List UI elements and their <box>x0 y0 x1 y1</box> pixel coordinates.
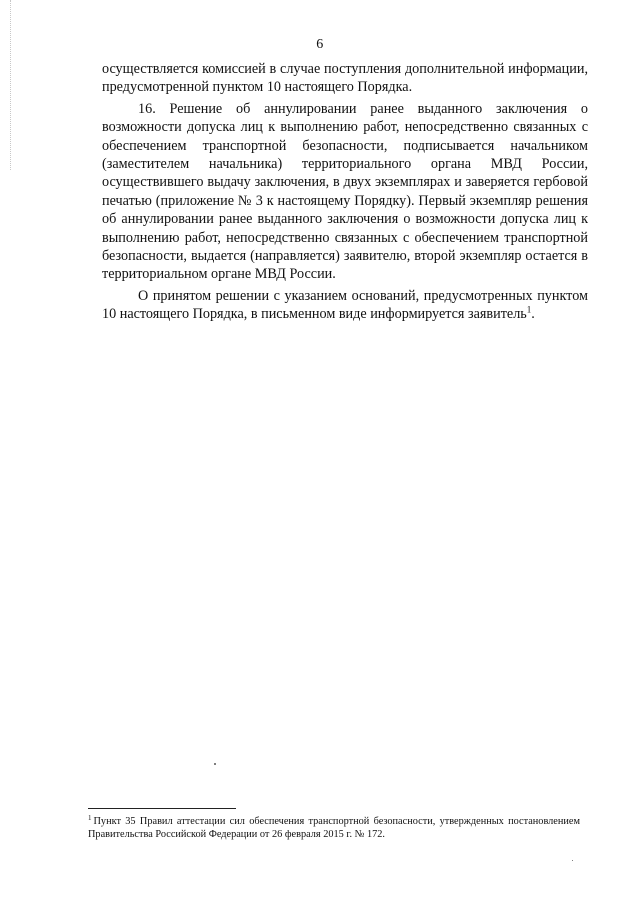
page-number: 6 <box>316 37 324 52</box>
scan-margin-line <box>10 0 11 170</box>
scan-speck <box>572 860 573 861</box>
scan-speck <box>214 763 216 765</box>
paragraph-informing-text: О принятом решении с указанием оснований, предусмотренных пунктом 10 настоящего Порядка, в письменном виде информируется заявитель <box>102 287 588 323</box>
footnote-text: Пункт 35 Правил аттестации сил обеспечения транспортной безопасности, утвержденных постановлением Правительства Российской Федерации от 26 февраля 2015 г. № 172. <box>88 816 580 840</box>
paragraph-item-16: 16. Решение об аннулировании ранее выданного заключения о возможности допуска лиц к выполнению работ, непосредственно связанных с обеспечением транспортной безопасности, подписывается начальником (заместителем начальника) территориального органа МВД России, осуществившего выдачу заключения, в двух экземплярах и заверяется гербовой печатью (приложение № 3 к настоящему Порядку). Первый экземпляр решения об аннулировании ранее выданного заключения о возможности допуска лиц к выполнению работ, непосредственно связанных с обеспечением транспортной безопасности, выдается (направляется) заявителю, второй экземпляр остается в территориальном органе МВД России. <box>102 100 588 283</box>
document-body <box>102 60 588 327</box>
paragraph-continuation: осуществляется комиссией в случае поступления дополнительной информации, предусмотренной пунктом 10 настоящего Порядка. <box>102 61 588 96</box>
footnote-reference[interactable]: 1 <box>526 304 532 315</box>
paragraph-informing <box>102 287 588 324</box>
paragraph-informing-end: . <box>531 306 535 323</box>
footnote-marker: 1 <box>88 813 92 822</box>
footnote-separator <box>88 808 236 809</box>
footnote <box>88 815 580 841</box>
